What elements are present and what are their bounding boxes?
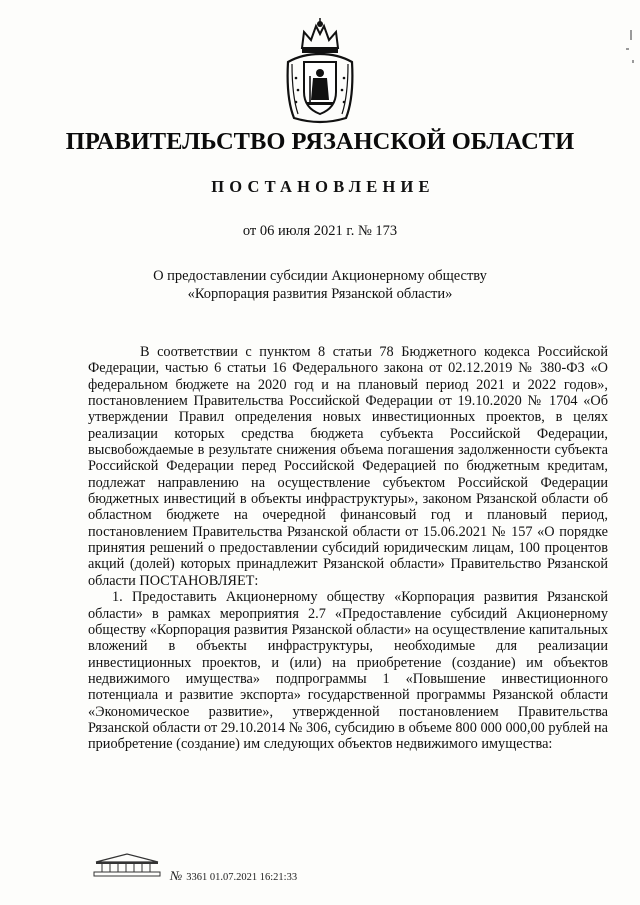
item-1-paragraph: 1. Предоставить Акционерному обществу «Корпорация развития Рязанской области» в рамках мероприятия 2.7 «Предоставление субсидий Акционерному обществу «Корпорация развития Рязанской области» на осуществление капитальных вложений в объекты инфраструктуры, необходимые для реализации инвестиционных проектов, и (или) на приобретение (создание) им объектов недвижимого имущества» подпрограммы 1 «Повышение инвестиционного потенциала и развитие экспорта» государственной программы Рязанской области «Экономическое развитие», утвержденной постановлением Правительства Рязанской области от 29.10.2014 № 306, субсидию в объеме 800 000 000,00 рублей на приобретение (создание) им следующих объектов недвижимого имущества: [88, 589, 608, 753]
registration-info: 3361 01.07.2021 16:21:33 [186, 872, 298, 883]
scan-speck [626, 48, 629, 50]
subject-line-1: О предоставлении субсидии Акционерному обществу [153, 268, 487, 284]
coat-of-arms-icon [280, 18, 360, 126]
document-body [88, 344, 608, 753]
document-date-number: от 06 июля 2021 г. № 173 [242, 223, 398, 239]
scan-speck [630, 30, 632, 40]
building-stamp-icon [92, 852, 162, 878]
scan-speck [632, 60, 634, 63]
government-title: ПРАВИТЕЛЬСТВО РЯЗАНСКОЙ ОБЛАСТИ [65, 128, 575, 155]
document-type: ПОСТАНОВЛЕНИЕ [211, 177, 435, 196]
subject-line-2: «Корпорация развития Рязанской области» [187, 286, 453, 302]
document-subject [0, 267, 640, 303]
registration-footer [170, 868, 297, 884]
preamble-paragraph: В соответствии с пунктом 8 статьи 78 Бюджетного кодекса Российской Федерации, частью 6 статьи 16 Федерального закона от 02.12.2019 № 380-ФЗ «О федеральном бюджете на 2020 год и на плановый период 2021 и 2022 годов», постановлением Правительства Российской Федерации от 19.10.2020 № 1704 «Об утверждении Правил определения новых инвестиционных проектов, в целях реализации которых средства бюджета субъекта Российской Федерации, высвобождаемые в результате снижения объема погашения задолженности субъекта Российской Федерации перед Российской Федерацией по бюджетным кредитам, подлежат направлению на осуществление субъектом Российской Федерации бюджетных инвестиций в объекты инфраструктуры», законом Рязанской области об областном бюджете на очередной финансовый год и плановый период, постановлением Правительства Рязанской области от 15.06.2021 № 157 «О порядке принятия решений о предоставлении субсидий юридическим лицам, 100 процентов акций (долей) которых принадлежит Рязанской области» Правительство Рязанской области ПОСТАНОВЛЯЕТ: [88, 344, 608, 589]
registration-number-mark: № [170, 868, 183, 883]
